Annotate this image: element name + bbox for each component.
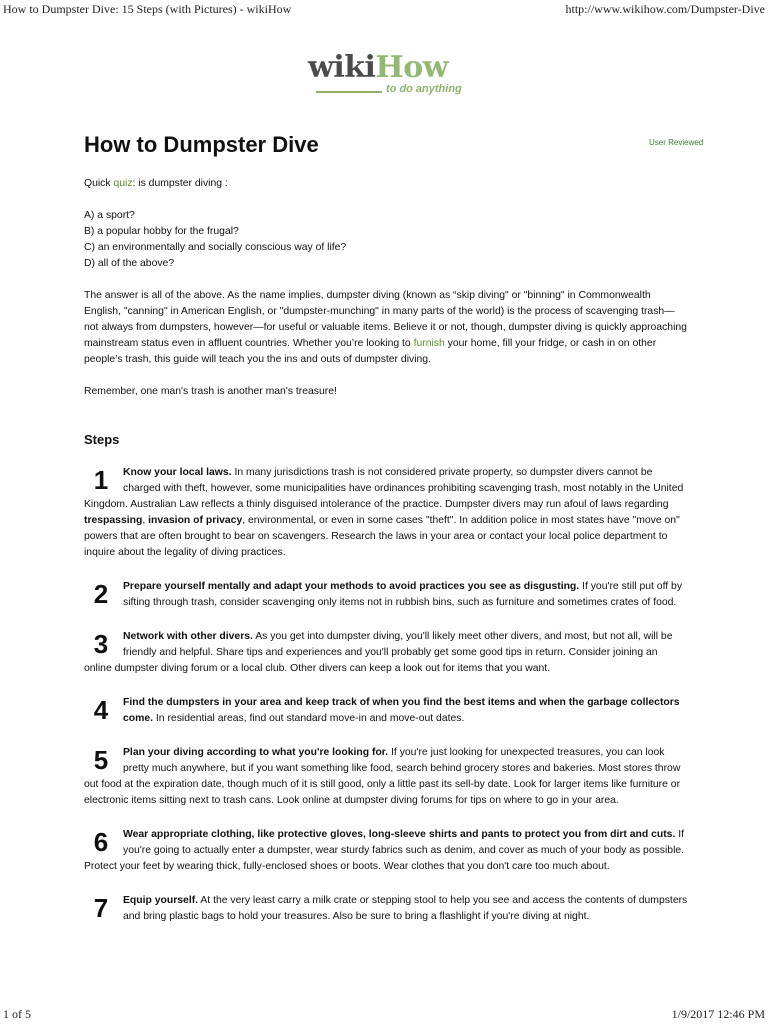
logo-how: How xyxy=(375,50,449,85)
answer-text-after: your home, fill your fridge, or cash in on other people’s trash, this guide will teach you the ins and outs of dumpster diving. xyxy=(84,338,657,365)
step-6 xyxy=(84,827,688,875)
step-text: In many jurisdictions trash is not considered private property, so dumpster divers cannot be charged with theft, however, some municipalities have ordinances prohibiting scavenging trash, most notably in the United Kingdom. Australian Law reflects a thinly disguised intolerance of the practice. Dumpster divers may run afoul of laws regarding xyxy=(84,467,684,510)
quiz-option: D) all of the above? xyxy=(84,258,175,269)
closing-line: Remember, one man's trash is another man's treasure! xyxy=(84,386,337,397)
step-text: , environmental, or even in some cases "theft". In addition police in most states have "move on" powers that are often brought to bear on scavengers. Research the laws in your area or contact your local police department to inquire about the legality of diving practices. xyxy=(84,515,680,558)
step-title: Know your local laws. xyxy=(123,467,232,478)
step-2 xyxy=(84,579,688,611)
step-4 xyxy=(84,695,688,727)
logo-wordmark xyxy=(308,52,468,84)
furnish-link[interactable]: furnish xyxy=(413,338,445,349)
print-page-count: 1 of 5 xyxy=(3,1007,31,1021)
wikihow-logo[interactable] xyxy=(308,52,468,100)
article-intro xyxy=(84,176,688,400)
steps-heading: Steps xyxy=(84,432,120,447)
logo-tagline-rule xyxy=(316,91,382,93)
article-title: How to Dumpster Dive xyxy=(84,132,319,157)
print-footer xyxy=(0,1004,768,1024)
print-url: http://www.wikihow.com/Dumpster-Dive xyxy=(565,2,765,16)
print-timestamp: 1/9/2017 12:46 PM xyxy=(671,1007,765,1021)
step-title: Equip yourself. xyxy=(123,895,199,906)
answer-text-before: The answer is all of the above. As the name implies, dumpster diving (known as “skip diving" or "binning" in Commonwealth English, "canning" in American English, or "dumpster-munching" in many parts of the world) is the process of scavenging trash—not always from dumpsters, however—for useful or valuable items. Believe it or not, though, dumpster diving is quickly approaching mainstream status even in affluent countries. Whether you’re looking to xyxy=(84,290,687,349)
step-title: Find the dumpsters in your area and keep track of when you find the best items and when the garbage collectors come. xyxy=(123,697,680,724)
logo-wiki: wiki xyxy=(308,50,376,85)
step-text: As you get into dumpster diving, you'll likely meet other divers, and most, but not all, will be friendly and helpful. Share tips and experiences and you'll probably get some good tips in return. Consider joining an online dumpster diving forum or a local club. Other divers can keep a look out for items that you want. xyxy=(84,631,673,674)
step-title: Network with other divers. xyxy=(123,631,253,642)
quiz-intro xyxy=(84,176,688,192)
quiz-intro-before: Quick xyxy=(84,178,114,189)
quiz-intro-after: : is dumpster diving : xyxy=(132,178,228,189)
quiz-option: B) a popular hobby for the frugal? xyxy=(84,226,239,237)
step-keyword: invasion of privacy xyxy=(148,515,243,526)
step-number: 5 xyxy=(93,745,109,775)
step-text: If you're just looking for unexpected treasures, you can look pretty much anywhere, but if you want something like food, search behind grocery stores and bakeries. Most stores throw out food at the expiration date, though much of it is still good, only a little past its sell-by date. Look for larger items like furniture or electronic items sitting next to trash cans. Look online at dumpster diving forums for tips on where to go in your area. xyxy=(84,747,681,806)
step-text: If you're going to actually enter a dumpster, wear sturdy fabrics such as denim, and cover as much of your body as possible. Protect your feet by wearing thick, fully-enclosed shoes or boots. Wear clothes that you don't care too much about. xyxy=(84,829,685,872)
step-number: 4 xyxy=(93,695,109,725)
step-text: At the very least carry a milk crate or stepping stool to help you see and access the contents of dumpsters and bring plastic bags to hold your treasures. Also be sure to bring a flashlight if you're diving at night. xyxy=(123,895,688,922)
step-text: , xyxy=(142,515,149,526)
quiz-option: C) an environmentally and socially conscious way of life? xyxy=(84,242,347,253)
print-header xyxy=(0,0,768,20)
user-reviewed-badge[interactable]: User Reviewed xyxy=(649,138,704,147)
step-keyword: trespassing xyxy=(84,515,143,526)
answer-paragraph xyxy=(84,288,688,368)
step-text: In residential areas, find out standard move-in and move-out dates. xyxy=(153,713,465,724)
step-1 xyxy=(84,465,688,561)
step-5 xyxy=(84,745,688,809)
quiz-link[interactable]: quiz xyxy=(113,178,133,189)
logo-tagline: to do anything xyxy=(386,83,462,95)
step-number: 2 xyxy=(93,579,109,609)
step-text: If you're still put off by sifting through trash, consider scavenging only items not in rubbish bins, such as furniture and sometimes crates of food. xyxy=(123,581,683,608)
step-title: Wear appropriate clothing, like protective gloves, long-sleeve shirts and pants to protect you from dirt and cuts. xyxy=(123,829,676,840)
step-title: Plan your diving according to what you're looking for. xyxy=(123,747,389,758)
logo-tagline-row xyxy=(314,83,468,97)
steps-list xyxy=(84,465,688,943)
step-number: 7 xyxy=(93,893,109,923)
step-number: 3 xyxy=(93,629,109,659)
step-title: Prepare yourself mentally and adapt your methods to avoid practices you see as disgusting. xyxy=(123,581,580,592)
step-number: 1 xyxy=(93,465,109,495)
step-3 xyxy=(84,629,688,677)
print-page-title: How to Dumpster Dive: 15 Steps (with Pictures) - wikiHow xyxy=(3,2,292,16)
step-number: 6 xyxy=(93,827,109,857)
step-7 xyxy=(84,893,688,925)
quiz-option: A) a sport? xyxy=(84,210,135,221)
